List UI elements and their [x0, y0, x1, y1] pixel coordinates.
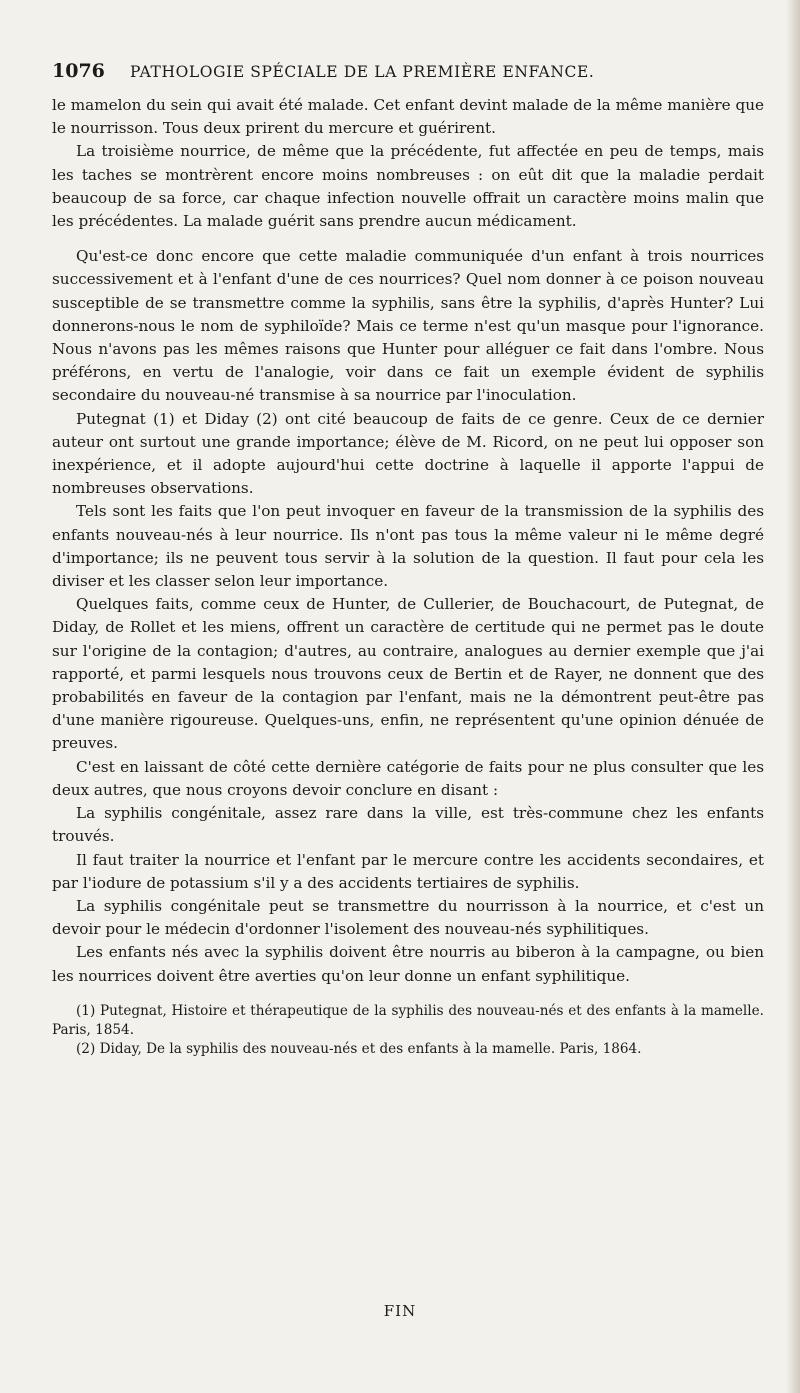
page-edge-shadow [786, 0, 800, 1393]
paragraph: La syphilis congénitale peut se transmettre du nourrisson à la nourrice, et c'est un devoir pour le médecin d'ordonner l'isolement des nouveau-nés syphilitiques. [52, 896, 764, 939]
footnotes [52, 1002, 764, 1059]
paragraph: C'est en laissant de côté cette dernière catégorie de faits pour ne plus consulter que les deux autres, que nous croyons devoir conclure en disant : [52, 757, 764, 799]
end-mark: FIN [383, 1302, 417, 1320]
running-title: PATHOLOGIE SPÉCIALE DE LA PREMIÈRE ENFANCE. [130, 63, 595, 81]
paragraph: Il faut traiter la nourrice et l'enfant par le mercure contre les accidents secondaires, et par l'iodure de potassium s'il y a des accidents tertiaires de syphilis. [52, 850, 764, 892]
paragraph: Qu'est-ce donc encore que cette maladie communiquée d'un enfant à trois nourrices successivement et à l'enfant d'une de ces nourrices? Quel nom donner à ce poison nouveau susceptible de se transmettre comme la syphilis, sans être la syphilis, d'après Hunter? Lui donnerons-nous le nom de syphiloïde? Mais ce terme n'est qu'un masque pour l'ignorance. Nous n'avons pas les mêmes raisons que Hunter pour alléguer ce fait dans l'ombre. Nous préférons, en vertu de l'analogie, voir dans ce fait un exemple évident de syphilis secondaire du nouveau-né transmise à sa nourrice par l'inoculation. [52, 247, 764, 405]
page-header [52, 60, 764, 94]
paragraph: Les enfants nés avec la syphilis doivent être nourris au biberon à la campagne, ou bien les nourrices doivent être averties qu'on leur donne un enfant syphilitique. [52, 943, 764, 985]
footnote: (2) Diday, De la syphilis des nouveau-nés et des enfants à la mamelle. Paris, 1864. [76, 1040, 642, 1057]
paragraph: le mamelon du sein qui avait été malade. Cet enfant devint malade de la même manière que le nourrisson. Tous deux prirent du mercure et guérirent. [52, 96, 764, 138]
page-number: 1076 [52, 60, 105, 82]
footnote: (1) Putegnat, Histoire et thérapeutique de la syphilis des nouveau-nés et des enfants à la mamelle. Paris, 1854. [52, 1002, 764, 1038]
body-text [52, 94, 764, 988]
paragraph: Putegnat (1) et Diday (2) ont cité beaucoup de faits de ce genre. Ceux de ce dernier auteur ont surtout une grande importance; élève de M. Ricord, on ne peut lui opposer son inexpérience, et il adopte aujourd'hui cette doctrine à laquelle il apporte l'appui de nombreuses observations. [52, 409, 764, 498]
page-content [52, 60, 764, 1059]
paragraph: La troisième nourrice, de même que la précédente, fut affectée en peu de temps, mais les taches se montrèrent encore moins nombreuses : on eût dit que la maladie perdait beaucoup de sa force, car chaque infection nouvelle offrait un caractère moins malin que les précédentes. La malade guérit sans prendre aucun médicament. [52, 142, 764, 231]
paragraph: La syphilis congénitale, assez rare dans la ville, est très-commune chez les enfants trouvés. [52, 804, 764, 846]
paragraph: Quelques faits, comme ceux de Hunter, de Cullerier, de Bouchacourt, de Putegnat, de Diday, de Rollet et les miens, offrent un caractère de certitude qui ne permet pas le doute sur l'origine de la contagion; d'autres, au contraire, analogues au dernier exemple que j'ai rapporté, et parmi lesquels nous trouvons ceux de Bertin et de Rayer, ne donnent que des probabilités en faveur de la contagion par l'enfant, mais ne la démontrent peut-être pas d'une manière rigoureuse. Quelques-uns, enfin, ne représentent qu'une opinion dénuée de preuves. [52, 595, 764, 753]
paragraph: Tels sont les faits que l'on peut invoquer en faveur de la transmission de la syphilis des enfants nouveau-nés à leur nourrice. Ils n'ont pas tous la même valeur ni le même degré d'importance; ils ne peuvent tous servir à la solution de la question. Il faut pour cela les diviser et les classer selon leur importance. [52, 502, 764, 591]
